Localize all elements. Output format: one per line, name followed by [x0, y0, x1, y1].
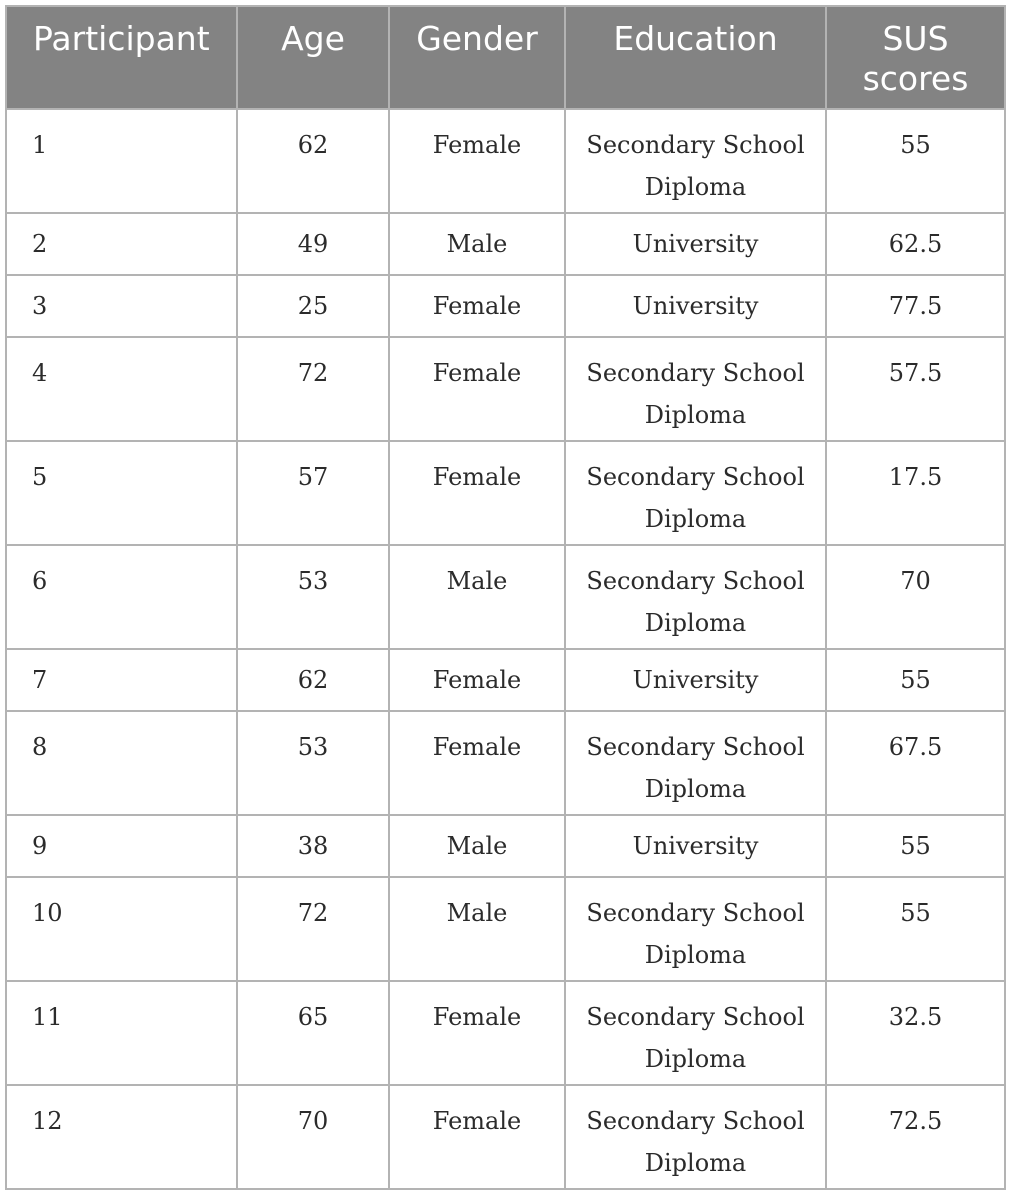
cell-age: 53: [237, 711, 389, 815]
cell-participant: 2: [6, 213, 237, 275]
cell-education: Secondary School Diploma: [565, 711, 826, 815]
cell-gender: Male: [389, 877, 565, 981]
cell-participant: 1: [6, 109, 237, 213]
cell-gender: Female: [389, 981, 565, 1085]
cell-education: Secondary School Diploma: [565, 981, 826, 1085]
cell-sus-score: 77.5: [826, 275, 1005, 337]
table-row: [6, 711, 1005, 815]
cell-sus-score: 55: [826, 109, 1005, 213]
cell-education: University: [565, 649, 826, 711]
cell-gender: Female: [389, 711, 565, 815]
cell-age: 70: [237, 1085, 389, 1189]
cell-gender: Male: [389, 545, 565, 649]
cell-age: 25: [237, 275, 389, 337]
cell-education: Secondary School Diploma: [565, 1085, 826, 1189]
cell-age: 57: [237, 441, 389, 545]
table-row: [6, 1085, 1005, 1189]
table-row: [6, 275, 1005, 337]
cell-age: 72: [237, 877, 389, 981]
header-education: Education: [565, 6, 826, 109]
table-body: [6, 109, 1005, 1189]
cell-sus-score: 55: [826, 649, 1005, 711]
cell-participant: 5: [6, 441, 237, 545]
table-row: [6, 545, 1005, 649]
cell-education: University: [565, 213, 826, 275]
cell-gender: Female: [389, 109, 565, 213]
header-gender: Gender: [389, 6, 565, 109]
cell-sus-score: 32.5: [826, 981, 1005, 1085]
table-row: [6, 877, 1005, 981]
header-participant: Participant: [6, 6, 237, 109]
cell-gender: Female: [389, 649, 565, 711]
cell-gender: Male: [389, 213, 565, 275]
table-row: [6, 337, 1005, 441]
cell-gender: Male: [389, 815, 565, 877]
table-row: [6, 649, 1005, 711]
cell-sus-score: 17.5: [826, 441, 1005, 545]
cell-participant: 12: [6, 1085, 237, 1189]
cell-participant: 3: [6, 275, 237, 337]
cell-education: Secondary School Diploma: [565, 109, 826, 213]
cell-education: University: [565, 815, 826, 877]
cell-age: 38: [237, 815, 389, 877]
cell-sus-score: 72.5: [826, 1085, 1005, 1189]
cell-age: 62: [237, 649, 389, 711]
cell-participant: 10: [6, 877, 237, 981]
cell-education: Secondary School Diploma: [565, 877, 826, 981]
table-row: [6, 109, 1005, 213]
cell-sus-score: 62.5: [826, 213, 1005, 275]
header-age: Age: [237, 6, 389, 109]
header-row: [6, 6, 1005, 109]
cell-participant: 7: [6, 649, 237, 711]
cell-age: 65: [237, 981, 389, 1085]
cell-gender: Female: [389, 441, 565, 545]
participants-table: [5, 5, 1006, 1190]
cell-age: 53: [237, 545, 389, 649]
cell-gender: Female: [389, 337, 565, 441]
cell-gender: Female: [389, 275, 565, 337]
cell-education: University: [565, 275, 826, 337]
cell-sus-score: 55: [826, 815, 1005, 877]
table-header: [6, 6, 1005, 109]
header-sus-scores: SUS scores: [826, 6, 1005, 109]
cell-age: 49: [237, 213, 389, 275]
cell-age: 72: [237, 337, 389, 441]
cell-education: Secondary School Diploma: [565, 545, 826, 649]
cell-education: Secondary School Diploma: [565, 441, 826, 545]
cell-sus-score: 70: [826, 545, 1005, 649]
cell-sus-score: 67.5: [826, 711, 1005, 815]
table-row: [6, 441, 1005, 545]
cell-gender: Female: [389, 1085, 565, 1189]
cell-participant: 6: [6, 545, 237, 649]
cell-participant: 11: [6, 981, 237, 1085]
cell-sus-score: 57.5: [826, 337, 1005, 441]
cell-sus-score: 55: [826, 877, 1005, 981]
table-row: [6, 815, 1005, 877]
cell-participant: 9: [6, 815, 237, 877]
cell-participant: 8: [6, 711, 237, 815]
cell-education: Secondary School Diploma: [565, 337, 826, 441]
cell-age: 62: [237, 109, 389, 213]
cell-participant: 4: [6, 337, 237, 441]
table-row: [6, 981, 1005, 1085]
table-row: [6, 213, 1005, 275]
